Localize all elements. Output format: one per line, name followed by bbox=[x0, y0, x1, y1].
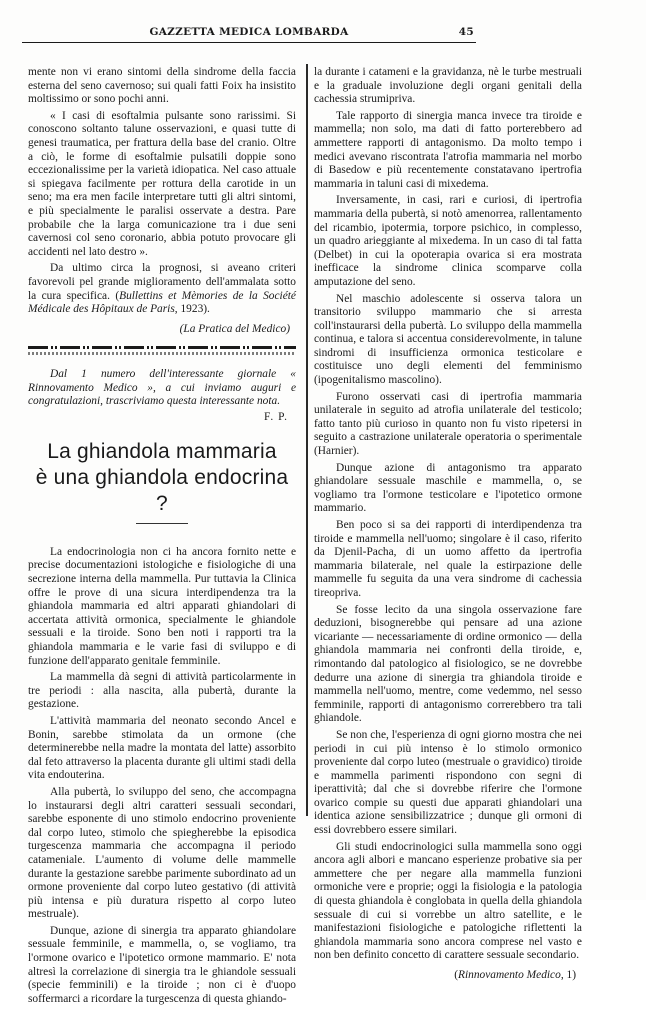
paragraph: Inversamente, in casi, rari e curiosi, di ipertrofia mammaria della pubertà, si notò amenorrea, rallentamento del ricambio, ipotermia, torpore psichico, in complesso, un quadro arieggiante al mixedema. In un caso di tal fatta (Delbet) in cui la opoterapia ovarica si era mostrata inefficace la sindrome clinica scomparve colla amputazione del seno. bbox=[314, 194, 582, 288]
paragraph-text: Da ultimo circa la prognosi, si aveano criteri favorevoli pel grande miglioramento dell'ammalata sotto la cura specifica. bbox=[28, 262, 296, 302]
editor-signature: F. P. bbox=[263, 411, 288, 424]
source-credit bbox=[314, 969, 576, 983]
title-underline-rule bbox=[136, 523, 188, 524]
article-title bbox=[28, 439, 296, 517]
running-header bbox=[22, 24, 476, 43]
paragraph: Tale rapporto di sinergia manca invece tra tiroide e mammella; non solo, ma dati di fatto porterebbero ad ammettere rapporti di antagonismo. Da molto tempo i medici avevano riscontrata l'atrofia mammaria nel morbo di Basedow e più recentemente constatavano ipertrofia mammaria in taluni casi di mixedema. bbox=[314, 109, 582, 190]
paragraph: La mammella dà segni di attività particolarmente in tre periodi : alla nascita, alla pubertà, durante la gestazione. bbox=[28, 671, 296, 711]
paragraph: Furono osservati casi di ipertrofia mammaria unilaterale in seguito ad atrofia unilaterale del testicolo; fatto tanto più curioso in quanto non fu visto ripetersi in seguito a castrazione unilaterale operatoria o sperimentale (Harnier). bbox=[314, 390, 582, 458]
right-column bbox=[314, 66, 582, 991]
left-column bbox=[28, 66, 296, 1009]
source-issue: , 1) bbox=[560, 969, 576, 981]
paragraph: « I casi di esoftalmia pulsante sono rarissimi. Si conoscono soltanto talune osservazioni, e quasi tutte di genesi traumatica, per frattura della base del cranio. Oltre a ciò, le forme di esoftalmie pulsatili doppie sono eccezionalissime per la varietà idiopatica. Nel caso attuale si spiegava facilmente per rottura della carotide in un seno; ma era men facile interpretare tutti gli altri sintomi, e più specialmente le paralisi osservate a destra. Pare probabile che la larga comunicazione tra i due seni cavernosi col seno coronario, abbia potuto provocare gli accidenti nel lato destro ». bbox=[28, 109, 296, 258]
source-credit: (La Pratica del Medico) bbox=[179, 322, 290, 335]
paragraph bbox=[28, 262, 296, 316]
source-journal: Rinnovamento Medico bbox=[458, 969, 561, 981]
paragraph: Se fosse lecito da una singola osservazione fare deduzioni, bisognerebbe qui pensare ad una azione vicariante — necessariamente di ordine ormonico — della ghiandola mammaria nei confronti della tiroide, e, rimontando dal patologico al fisiologico, se ne dovrebbe dedurre una azione di sinergia tra ghiandola tiroide e mammella nell'uomo, mentre, come vedemmo, nel sesso femminile, rapporti di antagonismo correrebbero tra tali ghiandole. bbox=[314, 603, 582, 725]
page-number: 45 bbox=[458, 26, 474, 38]
paragraph: La endocrinologia non ci ha ancora fornito nette e precise documentazioni istologiche e fisiologiche di una secrezione interna della mammella. Pur tuttavia la Clinica offre le prove di una sicura interdipendenza tra la ghiandola mammaria ed altri apparati ghiandolari di accertata attività ormonica, specialmente le ghiandole sessuali e la tiroide. Sono ben noti i rapporti tra la ghiandola mammaria e le varie fasi di sviluppo e di funzione dell'apparato genitale femminile. bbox=[28, 545, 296, 667]
editorial-note-text: Dal 1 numero dell'interessante giornale « Rinnovamento Medico », a cui inviamo auguri e congratulazioni, trascriviamo questa interessante nota. bbox=[28, 368, 296, 408]
journal-title: GAZZETTA MEDICA LOMBARDA bbox=[149, 26, 349, 38]
column-divider-rule bbox=[306, 64, 308, 816]
paragraph: L'attività mammaria del neonato secondo Ancel e Bonin, sarebbe stimolata da un ormone (che determinerebbe nella madre la montata del latte) assorbito dal feto attraverso la placenta durante gli ultimi stadi della vita endouterina. bbox=[28, 714, 296, 782]
paragraph: mente non vi erano sintomi della sindrome della faccia esterna del seno cavernoso; sui quali fatti Foix ha insistito moltissimo or sono pochi anni. bbox=[28, 66, 296, 106]
paragraph: Ben poco si sa dei rapporti di interdipendenza tra tiroide e mammella nell'uomo; singolare è il caso, riferito da Djenil-Pacha, di un uomo affetto da ipertrofia mammaria bilaterale, nel quale la estirpazione delle mammelle fu seguita da una vera sindrome di cachessia tireopriva. bbox=[314, 519, 582, 599]
citation-year: , 1923). bbox=[174, 303, 210, 316]
paragraph: Gli studi endocrinologici sulla mammella sono oggi ancora agli albori e mancano esperienze probative sia per ammettere che per negare alla mammella funzioni ormoniche vere e proprie; oggi la fisiologia e la patologia di questa ghiandola è conglobata in quella della ghiandola sessuale di cui si vorrebbe un altro satellite, e le manifestazioni fisiologiche e patologiche riflettenti la ghiandola mammaria sono ancora comprese nel vasto e non ben definito concetto di carattere sessuale secondario. bbox=[314, 840, 582, 962]
article-title-line: è una ghiandola endocrina ? bbox=[35, 465, 289, 515]
article-title-line: La ghiandola mammaria bbox=[47, 439, 277, 463]
source-open: ( bbox=[454, 969, 458, 981]
paragraph: Alla pubertà, lo sviluppo del seno, che accompagna lo instaurarsi degli altri caratteri sessuali secondari, sarebbe esponente di uno stimolo endocrino proveniente dal corpo luteo, stimolo che spiegherebbe la episodica turgescenza mammaria che accompagna il periodo catameniale. L'aumento di volume delle mammelle durante la gestazione sarebbe parimente subordinato ad un ormone proveniente dal corpo luteo gestativo (di attività più intensa e più duratura rispetto al corpo luteo mestruale). bbox=[28, 785, 296, 921]
citation-open: ( bbox=[115, 289, 120, 302]
paragraph: la durante i catameni e la gravidanza, nè le turbe mestruali e la graduale involuzione degli organi genitali della cachessia strumipriva. bbox=[314, 66, 582, 106]
divider-wave-line bbox=[28, 352, 296, 355]
paragraph: Dunque azione di antagonismo tra apparato ghiandolare sessuale maschile e mammella, o, se vogliamo tra l'ormone testicolare e l'ipotetico ormone mammario. bbox=[314, 461, 582, 515]
divider-dash-line bbox=[28, 346, 296, 349]
paragraph: Se non che, l'esperienza di ogni giorno mostra che nei periodi in cui più intenso è lo stimolo ormonico proveniente dal corpo luteo (mestruale o gravidico) tiroide e mammella parimenti rispondono con segni di iperattività; dal che si dovrebbe riferire che l'ormone ovarico compie su questi due apparati ghiandolari una identica azione sensibilizzatrice ; dunque gli ormoni di essi dovrebbero essere similari. bbox=[314, 728, 582, 837]
decorative-divider bbox=[28, 344, 296, 358]
paragraph: Dunque, azione di sinergia tra apparato ghiandolare sessuale femminile, e mammella, o, se vogliamo, tra l'ormone ovarico e l'ipotetico ormone mammario. E' nota altresì la correlazione di sinergia tra le ghiandole sessuali (specie femminili) e la tiroide ; non ci è d'uopo soffermarci a ricordare la turgescenza di questa ghiando- bbox=[28, 924, 296, 1005]
citation-journal: Bullettins et Mèmories de la Société Médicale des Hôpitaux de Paris bbox=[28, 289, 296, 316]
paragraph: Nel maschio adolescente si osserva talora un transitorio sviluppo mammario che si arresta coll'instaurarsi della pubertà. Lo sviluppo della mammella continua, e talora si accentua considerevolmente, in talune sindromi di insufficienza ormonica testicolare e costituisce uno degli elementi del femminismo (ipogenitalismo mascolino). bbox=[314, 292, 582, 387]
editorial-note bbox=[28, 368, 296, 409]
